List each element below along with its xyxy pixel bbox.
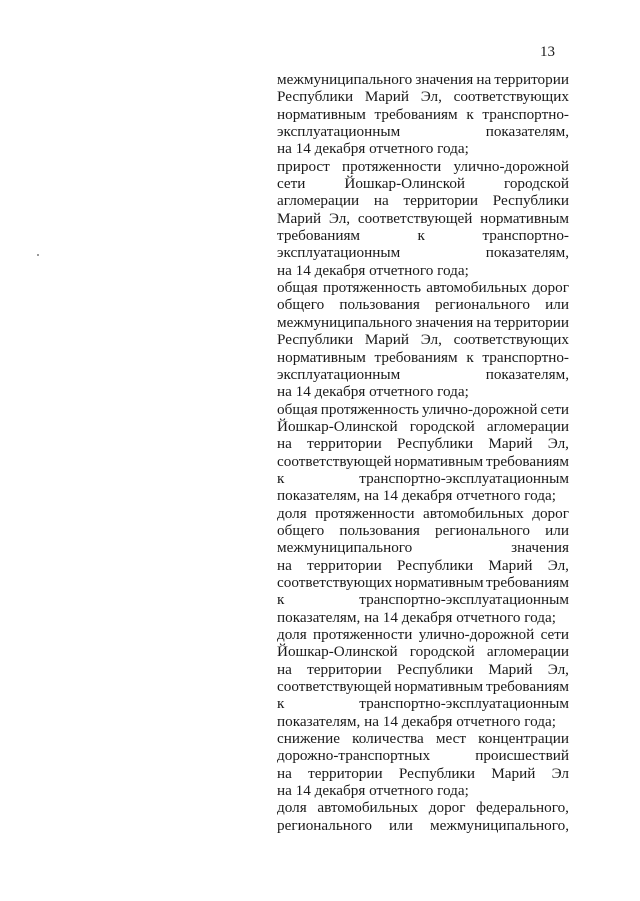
body-text	[277, 71, 569, 834]
text-line: нормативным требованиям к транспортно-	[277, 105, 569, 123]
text-line: к транспортно-эксплуатационным	[277, 469, 569, 487]
text-line: Марий Эл, соответствующей нормативным	[277, 209, 569, 227]
text-line: Йошкар-Олинской городской агломерации	[277, 643, 569, 661]
text-line: на 14 декабря отчетного года;	[277, 140, 469, 158]
text-line: соответствующих нормативным требованиям	[277, 573, 569, 591]
text-line: сети Йошкар-Олинской городской	[277, 175, 569, 193]
text-line: дорожно-транспортных происшествий	[277, 747, 569, 765]
text-line: на 14 декабря отчетного года;	[277, 383, 469, 401]
text-line: к транспортно-эксплуатационным	[277, 695, 569, 713]
text-line: эксплуатационным показателям,	[277, 244, 569, 262]
text-line: эксплуатационным показателям,	[277, 365, 569, 383]
text-line: регионального или межмуниципального,	[277, 816, 569, 834]
text-line: на территории Республики Марий Эл,	[277, 435, 569, 453]
text-line: снижение количества мест концентрации	[277, 730, 569, 748]
text-line: общего пользования регионального или	[277, 296, 569, 314]
text-line: Республики Марий Эл, соответствующих	[277, 331, 569, 349]
text-line: на территории Республики Марий Эл,	[277, 556, 569, 574]
text-line: доля автомобильных дорог федерального,	[277, 799, 569, 817]
text-line: на территории Республики Марий Эл	[277, 764, 569, 782]
text-line: эксплуатационным показателям,	[277, 123, 569, 141]
text-line: прирост протяженности улично-дорожной	[277, 157, 569, 175]
text-line: межмуниципального значения на территории	[277, 71, 569, 88]
text-line: Республики Марий Эл, соответствующих	[277, 88, 569, 106]
text-line: на 14 декабря отчетного года;	[277, 782, 469, 800]
text-line: Йошкар-Олинской городской агломерации	[277, 417, 569, 435]
text-line: на территории Республики Марий Эл,	[277, 660, 569, 678]
text-line: межмуниципального значения на территории	[277, 313, 569, 331]
text-line: соответствующей нормативным требованиям	[277, 678, 569, 696]
text-line: доля протяженности автомобильных дорог	[277, 504, 569, 522]
text-line: требованиям к транспортно-	[277, 227, 569, 245]
text-line: показателям, на 14 декабря отчетного года;	[277, 608, 556, 626]
page-number: 13	[540, 44, 555, 60]
scan-artifact-dot	[37, 254, 39, 256]
text-line: к транспортно-эксплуатационным	[277, 591, 569, 609]
text-line: соответствующей нормативным требованиям	[277, 452, 569, 470]
text-line: показателям, на 14 декабря отчетного года;	[277, 712, 556, 730]
text-line: показателям, на 14 декабря отчетного года;	[277, 487, 556, 505]
text-line: агломерации на территории Республики	[277, 192, 569, 210]
text-line: общего пользования регионального или	[277, 521, 569, 539]
text-line: на 14 декабря отчетного года;	[277, 261, 469, 279]
text-line: межмуниципального значения	[277, 539, 569, 557]
text-line: общая протяженность автомобильных дорог	[277, 279, 569, 297]
text-line: доля протяженности улично-дорожной сети	[277, 626, 569, 643]
text-line: общая протяженность улично-дорожной сети	[277, 400, 569, 418]
text-line: нормативным требованиям к транспортно-	[277, 348, 569, 366]
